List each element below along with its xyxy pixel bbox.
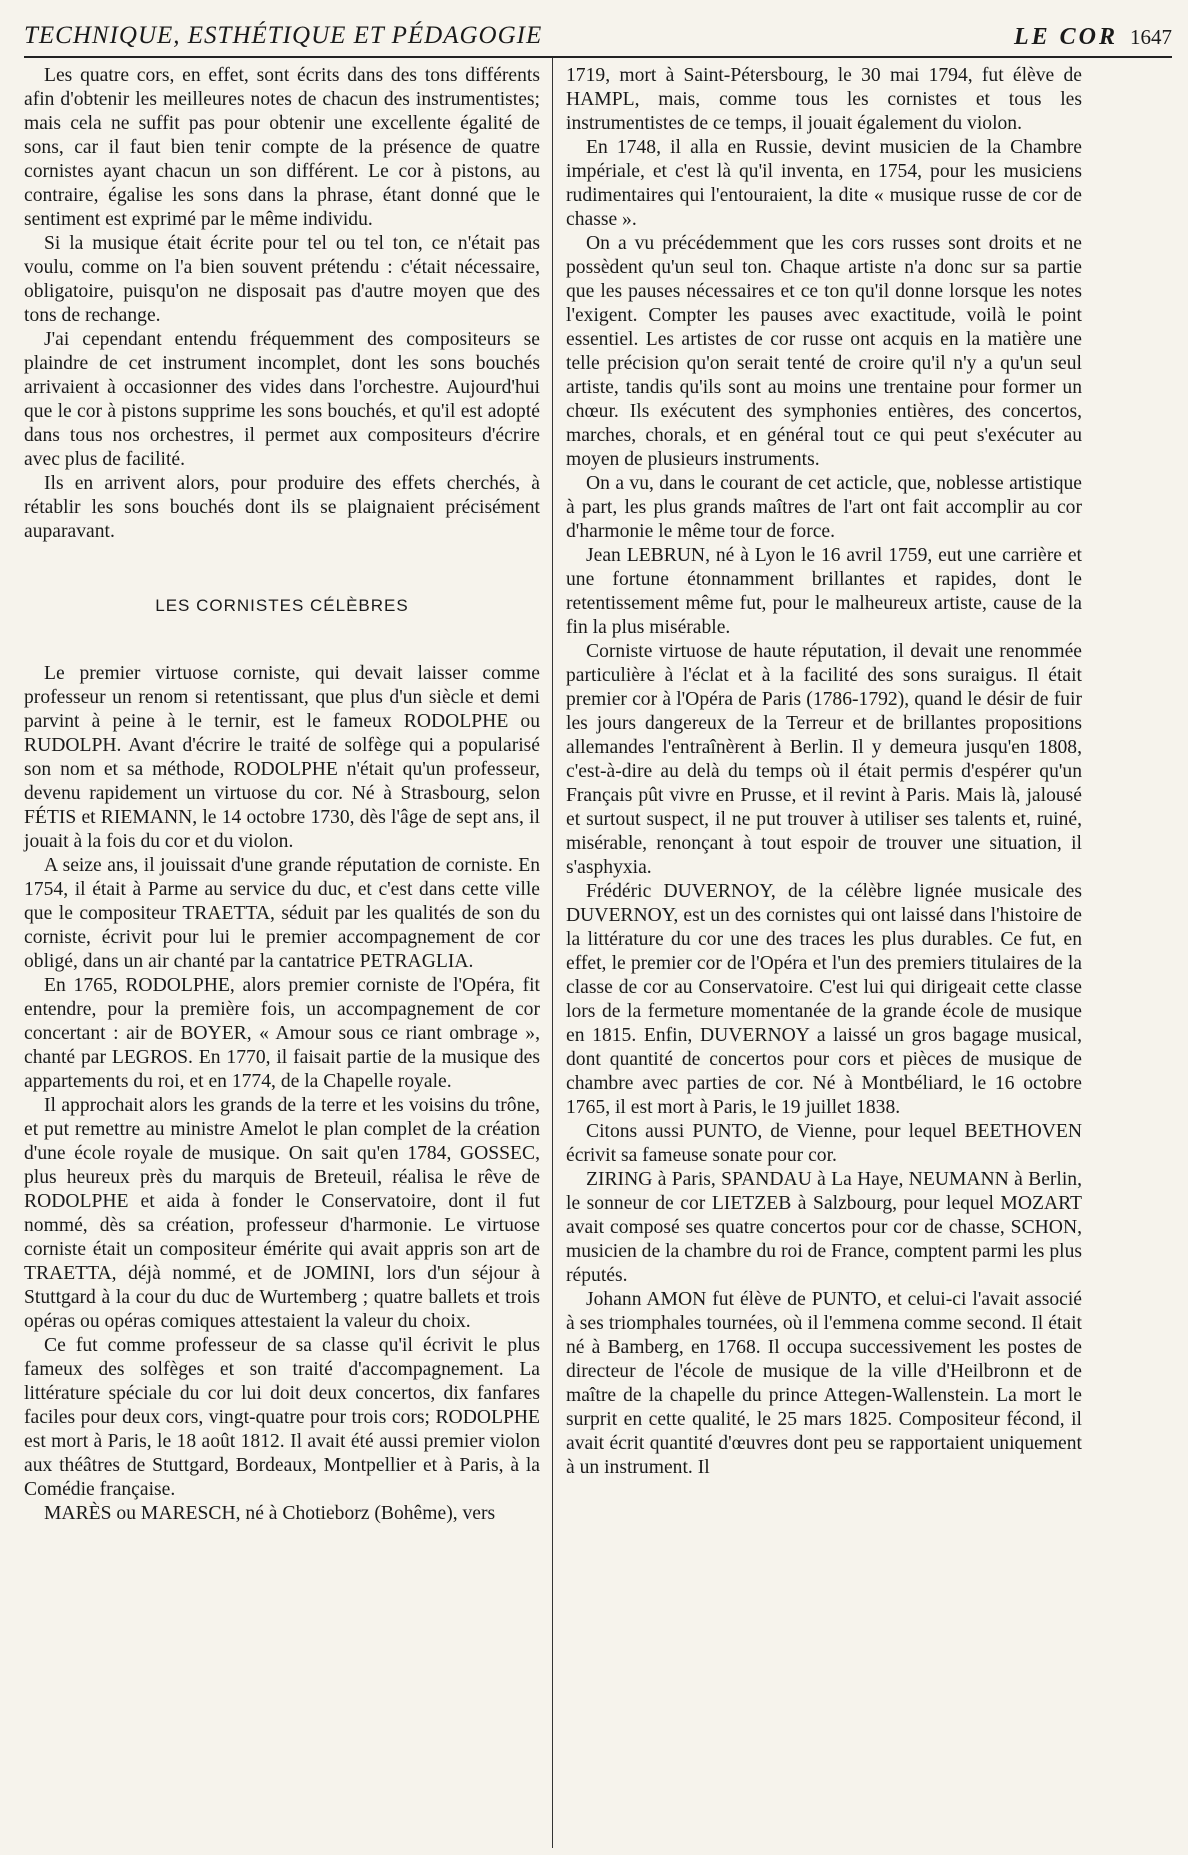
paragraph: ZIRING à Paris, SPANDAU à La Haye, NEUMANN à Berlin, le sonneur de cor LIETZEB à Salzbourg, pour lequel MOZART avait composé ses quatre concertos pour cor de chasse, SCHON, musicien de la chambre du roi de France, comptent parmi les plus réputés. <box>566 1169 1082 1286</box>
header-rule <box>24 56 1172 58</box>
paragraph: Le premier virtuose corniste, qui devait laisser comme professeur un renom si retentissant, que plus d'un siècle et demi parvint à peine à le ternir, est le fameux RODOLPHE ou RUDOLPH. Avant d'écrire le traité de solfège qui a popularisé son nom et sa méthode, RODOLPHE n'était qu'un professeur, devenu rapidement un virtuose du cor. Né à Strasbourg, selon FÉTIS et RIEMANN, le 14 octobre 1730, dès l'âge de sept ans, il jouait à la fois du cor et du violon. <box>24 663 540 852</box>
paragraph: MARÈS ou MARESCH, né à Chotieborz (Bohême), vers <box>44 1503 496 1524</box>
paragraph: Citons aussi PUNTO, de Vienne, pour lequel BEETHOVEN écrivit sa fameuse sonate pour cor. <box>566 1121 1082 1166</box>
paragraph: En 1765, RODOLPHE, alors premier corniste de l'Opéra, fit entendre, pour la première fois, un accompagnement de cor concertant : air de BOYER, « Amour sous ce riant ombrage », chanté par LEGROS. En 1770, il faisait partie de la musique des appartements du roi, et en 1774, de la Chapelle royale. <box>24 975 540 1092</box>
paragraph: Si la musique était écrite pour tel ou tel ton, ce n'était pas voulu, comme on l'a bien souvent prétendu : c'était nécessaire, obligatoire, puisqu'on ne disposait pas d'autre moyen que des tons de rechange. <box>24 233 540 326</box>
paragraph: J'ai cependant entendu fréquemment des compositeurs se plaindre de cet instrument incomplet, dont les sons bouchés arrivaient à occasionner des vides dans l'orchestre. Aujourd'hui que le cor à pistons supprime les sons bouchés, et qu'il est adopté dans tous nos orchestres, il permet aux compositeurs d'écrire avec plus de facilité. <box>24 329 540 470</box>
paragraph: On a vu, dans le courant de cet acticle, que, noblesse artistique à part, les plus grands maîtres de l'art ont fait accomplir au cor d'harmonie le même tour de force. <box>566 473 1082 542</box>
header-chapter-title <box>1014 24 1172 51</box>
paragraph: Ce fut comme professeur de sa classe qu'il écrivit le plus fameux des solfèges et son traité d'accompagnement. La littérature spéciale du cor lui doit deux concertos, dix fanfares faciles pour deux cors, vingt-quatre pour trois cors; RODOLPHE est mort à Paris, le 18 août 1812. Il avait été aussi premier violon aux théâtres de Stuttgard, Bordeaux, Montpellier et à Paris, à la Comédie française. <box>24 1335 540 1500</box>
paragraph: Jean LEBRUN, né à Lyon le 16 avril 1759, eut une carrière et une fortune étonnamment brillantes et rapides, dont le retentissement même fut, pour le malheureux artiste, cause de la fin la plus misérable. <box>566 545 1082 638</box>
paragraph: Frédéric DUVERNOY, de la célèbre lignée musicale des DUVERNOY, est un des cornistes qui ont laissé dans l'histoire de la littérature du cor une des traces les plus durables. Ce fut, en effet, le premier cor de l'Opéra et l'un des premiers titulaires de la classe de cor au Conservatoire. C'est lui qui dirigeait cette classe lors de la fermeture momentanée de la grande école de musique en 1815. Enfin, DUVERNOY a laissé un gros bagage musical, dont quantité de concertos pour cors et pièces de musique de chambre avec parties de cor. Né à Montbéliard, le 16 octobre 1765, il est mort à Paris, le 19 juillet 1838. <box>566 881 1082 1118</box>
column-divider <box>552 58 553 1848</box>
page-number: 1647 <box>1130 25 1172 49</box>
header-chapter-name: LE COR <box>1013 24 1118 50</box>
right-column <box>566 64 1082 1480</box>
paragraph: En 1748, il alla en Russie, devint musicien de la Chambre impériale, et c'est là qu'il inventa, en 1754, pour les musiciens rudimentaires qui l'entouraient, la dite « musique russe de cor de chasse ». <box>566 137 1082 230</box>
section-heading: LES CORNISTES CÉLÈBRES <box>155 596 409 615</box>
running-header <box>24 22 1172 56</box>
left-column <box>24 64 540 1526</box>
paragraph: Johann AMON fut élève de PUNTO, et celui-ci l'avait associé à ses triomphales tournées, où il l'emmena comme second. Il était né à Bamberg, en 1768. Il occupa successivement les postes de directeur de l'école de musique de la ville d'Heilbronn et de maître de la chapelle du prince Attegen-Wallenstein. La mort le surprit en cette qualité, le 25 mars 1825. Compositeur fécond, il avait écrit quantité d'œuvres dont peu se rapportaient uniquement à un instrument. Il <box>566 1289 1082 1478</box>
paragraph: Ils en arrivent alors, pour produire des effets cherchés, à rétablir les sons bouchés dont ils se plaignaient précisément auparavant. <box>24 473 540 542</box>
paragraph: 1719, mort à Saint-Pétersbourg, le 30 mai 1794, fut élève de HAMPL, mais, comme tous les cornistes et tous les instrumentistes de ce temps, il jouait également du violon. <box>566 65 1082 134</box>
paragraph: Corniste virtuose de haute réputation, il devait une renommée particulière à l'éclat et à la facilité des sons suraigus. Il était premier cor à l'Opéra de Paris (1786-1792), quand le désir de fuir les jours dangereux de la Terreur et de brillantes propositions allemandes l'entraînèrent à Berlin. Il y demeura jusqu'en 1808, c'est-à-dire au delà du temps où il était permis d'espérer qu'un Français pût vivre en Prusse, et il revint à Paris. Mais là, jalousé et surtout suspect, il ne put trouver à utiliser ses talents et, ruiné, misérable, renonçant à tout espoir de trouver une situation, il s'asphyxia. <box>566 641 1082 878</box>
paragraph: Les quatre cors, en effet, sont écrits dans des tons différents afin d'obtenir les meilleures notes de chacun des instrumentistes; mais cela ne suffit pas pour obtenir une excellente égalité de sons, car il faut bien tenir compte de la présence de quatre cornistes ayant chacun un son différent. Le cor à pistons, au contraire, égalise les sons dans la phrase, étant donné que le sentiment est exprimé par le même individu. <box>24 65 540 230</box>
paragraph: On a vu précédemment que les cors russes sont droits et ne possèdent qu'un seul ton. Chaque artiste n'a donc sur sa partie que les pauses nécessaires et ce ton qu'il donne lorsque les notes l'exigent. Compter les pauses avec exactitude, voilà le point essentiel. Les artistes de cor russe ont acquis en la matière une telle précision qu'on serait tenté de croire qu'il n'y a qu'un seul artiste, tandis qu'ils sont au moins une trentaine pour former un chœur. Ils exécutent des symphonies entières, des concertos, marches, chorals, et en général tout ce qui peut s'exécuter au moyen de plusieurs instruments. <box>566 233 1082 470</box>
header-section-title: TECHNIQUE, ESTHÉTIQUE ET PÉDAGOGIE <box>24 22 543 49</box>
paragraph: A seize ans, il jouissait d'une grande réputation de corniste. En 1754, il était à Parme au service du duc, et c'est dans cette ville que le compositeur TRAETTA, séduit par les qualités de son du corniste, écrivit pour lui le premier accompagnement de cor obligé, dans un air chanté par la cantatrice PETRAGLIA. <box>24 855 540 972</box>
paragraph: Il approchait alors les grands de la terre et les voisins du trône, et put remettre au ministre Amelot le plan complet de la création d'une école royale de musique. On sait qu'en 1784, GOSSEC, plus heureux près du marquis de Breteuil, réalisa le rêve de RODOLPHE et aida à fonder le Conservatoire, dont il fut nommé, dès sa création, professeur d'harmonie. Le virtuose corniste était un compositeur émérite qui avait appris son art de TRAETTA, déjà nommé, et de JOMINI, lors d'un séjour à Stuttgard à la cour du duc de Wurtemberg ; quatre ballets et trois opéras ou opéras comiques attestaient la valeur du choix. <box>24 1095 540 1332</box>
